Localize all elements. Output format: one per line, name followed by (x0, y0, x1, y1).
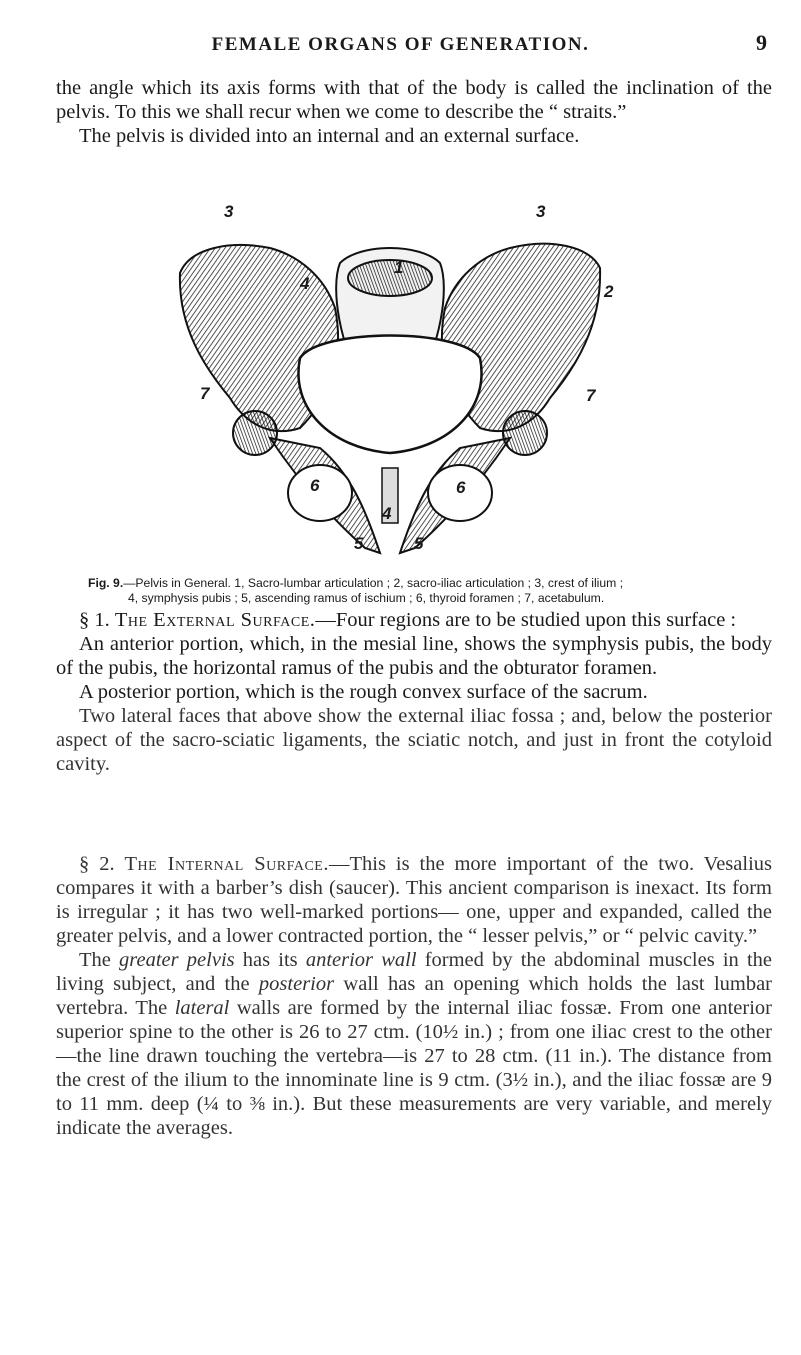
intro-paragraph-2: The pelvis is divided into an internal and an external surface. (79, 125, 580, 147)
section-2 (56, 852, 772, 1140)
caption-lead: Fig. 9. (88, 576, 124, 590)
figure-label-3-left: 3 (224, 202, 234, 221)
figure-label-6-left: 6 (310, 476, 320, 495)
text-run: walls are formed by the internal iliac fossæ. From one anterior superior spine to the other is 26 to 27 ctm. (10½ in.) ; from one iliac crest to the other—the line drawn touching the vertebra—is 27 to 28 ctm. (11 in.). The distance from the crest of the ilium to the innominate line is 9 ctm. (3½ in.), and the iliac fossæ are 9 to 11 mm. deep (¼ to ⅜ in.). But these measurements are very variable, and merely indicate the averages. (56, 997, 773, 1139)
running-head: FEMALE ORGANS OF GENERATION. (211, 34, 590, 55)
figure-label-5-left: 5 (354, 534, 364, 553)
figure-label-7-left: 7 (200, 384, 210, 403)
intro-text (56, 76, 772, 148)
section-1-intro: —Four regions are to be studied upon this surface : (315, 609, 737, 631)
text-run: wall has an opening which holds the last lumbar vertebra. The (56, 973, 773, 1019)
figure-label-7-right: 7 (586, 386, 596, 405)
section-1-lateral: Two lateral faces that above show the external iliac fossa ; and, below the posterior aspect of the sacro-sciatic ligaments, the sciatic notch, and just in front the cotyloid cavity. (56, 705, 772, 775)
intro-paragraph-1: the angle which its axis forms with that of the body is called the inclination of the pelvis. To this we shall recur when we come to describe the “ straits.” (56, 77, 772, 123)
caption-line-1: —Pelvis in General. 1, Sacro-lumbar articulation ; 2, sacro-iliac articulation ; 3, crest of ilium ; (123, 576, 624, 590)
pelvis-figure (150, 202, 630, 568)
section-1-posterior: A posterior portion, which is the rough convex surface of the sacrum. (79, 681, 648, 703)
section-2-mark: § 2. (79, 853, 115, 875)
section-2-intro: —This is the more important of the two. Vesalius compares it with a barber’s dish (saucer). This ancient comparison is inexact. Its form is irregular ; it has two well-marked portions— one, upper and expanded, called the greater pelvis, and a lower contracted portion, the “ lesser pelvis,” or “ pelvic cavity.” (56, 853, 773, 947)
figure-label-1: 1 (394, 258, 404, 277)
figure-label-2: 2 (604, 282, 614, 301)
page-number: 9 (756, 30, 767, 55)
caption-line-2: 4, symphysis pubis ; 5, ascending ramus of ischium ; 6, thyroid foramen ; 7, acetabulum. (128, 590, 605, 605)
emphasis-lateral: lateral (174, 997, 230, 1019)
pelvic-brim-shape (298, 336, 481, 454)
figure-label-4-lower: 4 (382, 504, 392, 523)
text-run: has its (242, 949, 298, 971)
left-obturator-foramen (288, 465, 352, 521)
section-1-mark: § 1. (79, 609, 110, 631)
lumbar-vertebra-shape (348, 260, 432, 296)
figure-label-5-right: 5 (414, 534, 424, 553)
figure-label-4-upper: 4 (300, 274, 310, 293)
emphasis-posterior: posterior (258, 973, 335, 995)
section-2-greater-pelvis (56, 948, 772, 1140)
section-2-heading: The Internal Surface. (124, 853, 329, 875)
right-acetabulum (503, 411, 547, 455)
section-1 (56, 608, 772, 776)
text-run: formed by the abdominal muscles in the living subject, and the (56, 949, 773, 995)
section-1-anterior: An anterior portion, which, in the mesial line, shows the symphysis pubis, the body of the pubis, the horizontal ramus of the pubis and the obturator foramen. (56, 633, 772, 679)
text-run: The (79, 949, 111, 971)
figure-label-3-right: 3 (536, 202, 546, 221)
figure-label-6-right: 6 (456, 478, 466, 497)
emphasis-greater-pelvis: greater pelvis (119, 949, 235, 971)
section-1-heading: The External Surface. (114, 609, 316, 631)
figure-caption (88, 576, 778, 605)
emphasis-anterior-wall: anterior wall (305, 949, 417, 971)
left-acetabulum (233, 411, 277, 455)
